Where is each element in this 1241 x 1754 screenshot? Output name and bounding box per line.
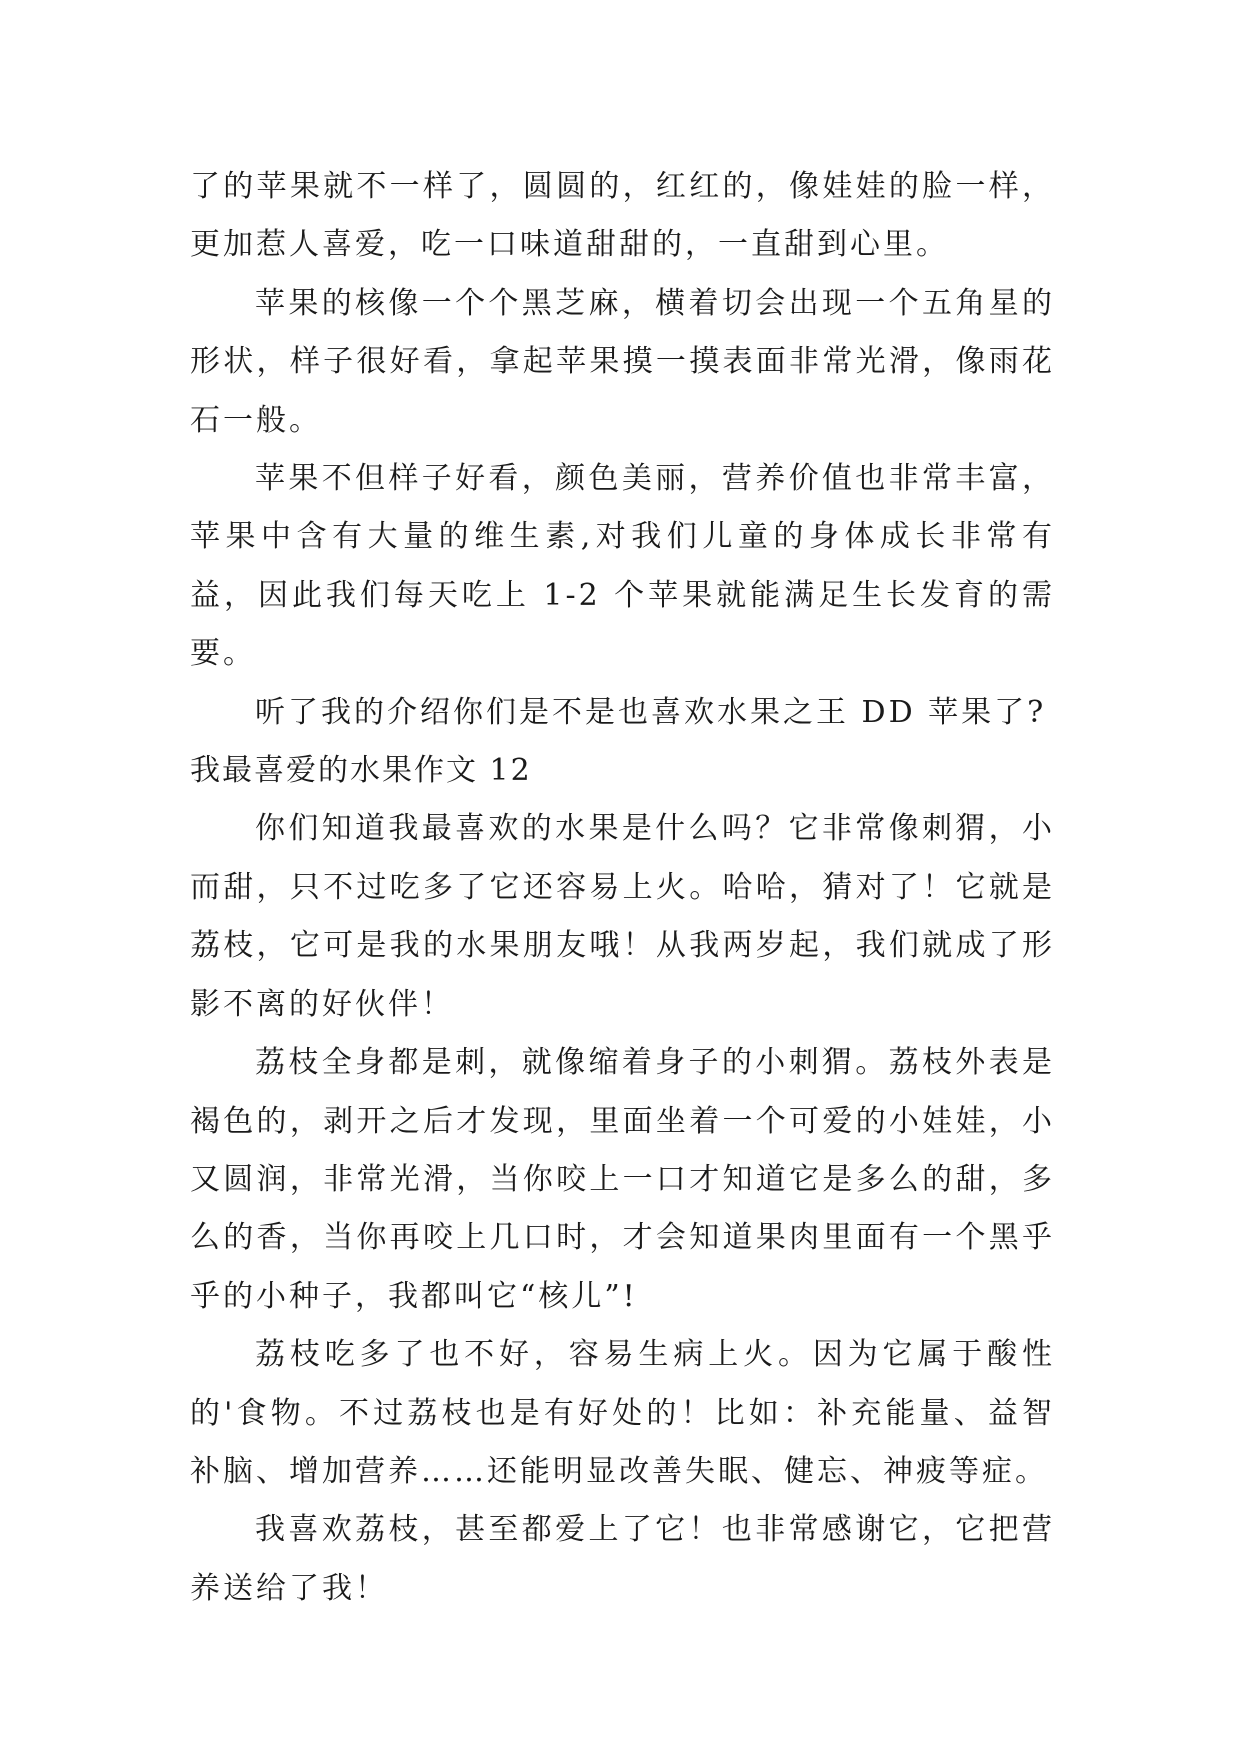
paragraph-lychee-conclusion: 我喜欢荔枝，甚至都爱上了它！也非常感谢它，它把营养送给了我！ <box>190 1512 1055 1606</box>
paragraph-apple-appearance: 了的苹果就不一样了，圆圆的，红红的，像娃娃的脸一样，更加惹人喜爱，吃一口味道甜甜的，一直甜到心里。 <box>190 169 1055 263</box>
paragraph-lychee-benefits: 荔枝吃多了也不好，容易生病上火。因为它属于酸性的'食物。不过荔枝也是有好处的！比如：补充能量、益智补脑、增加营养……还能明显改善失眠、健忘、神疲等症。 <box>190 1337 1055 1489</box>
paragraph-apple-nutrition: 苹果不但样子好看，颜色美丽，营养价值也非常丰富，苹果中含有大量的维生素,对我们儿童的身体成长非常有益，因此我们每天吃上 1-2 个苹果就能满足生长发育的需要。 <box>190 461 1055 672</box>
paragraph-lychee-appearance: 荔枝全身都是刺，就像缩着身子的小刺猬。荔枝外表是褐色的，剥开之后才发现，里面坐着一个可爱的小娃娃，小又圆润，非常光滑，当你咬上一口才知道它是多么的甜，多么的香，当你再咬上几口时，才会知道果肉里面有一个黑乎乎的小种子，我都叫它“核儿”! <box>190 1045 1055 1314</box>
paragraph-lychee-intro: 你们知道我最喜欢的水果是什么吗？它非常像刺猬，小而甜，只不过吃多了它还容易上火。哈哈，猜对了！它就是荔枝，它可是我的水果朋友哦！从我两岁起，我们就成了形影不离的好伙伴！ <box>190 811 1055 1022</box>
paragraph-apple-core: 苹果的核像一个个黑芝麻，横着切会出现一个五角星的形状，样子很好看，拿起苹果摸一摸表面非常光滑，像雨花石一般。 <box>190 285 1055 438</box>
essay-title: 我最喜爱的水果作文 12 <box>190 753 532 789</box>
paragraph-apple-conclusion: 听了我的介绍你们是不是也喜欢水果之王 DD 苹果了? <box>255 694 1047 730</box>
document-body <box>190 158 1055 1618</box>
